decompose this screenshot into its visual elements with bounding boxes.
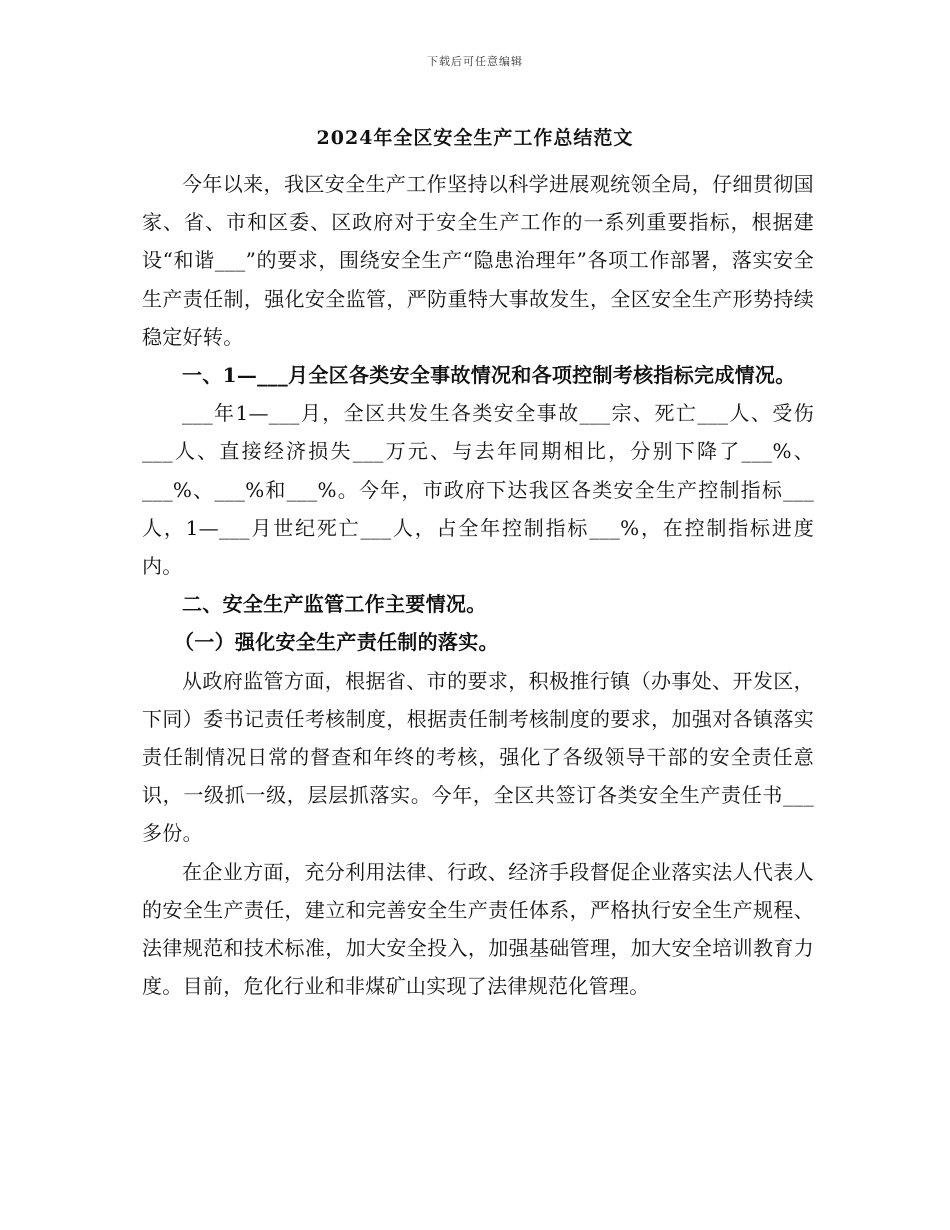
statistics-paragraph: ___年1—___月，全区共发生各类安全事故___宗、死亡___人、受伤___人、直接经济损失___万元、与去年同期相比，分别下降了___%、___%、___%和___%。今年，市政府下达我区各类安全生产控制指标___人，1—___月世纪死亡___人，占全年控制指标___%，在控制指标进度内。 — [142, 401, 814, 579]
enterprise-paragraph: 在企业方面，充分利用法律、行政、经济手段督促企业落实法人代表人的安全生产责任，建立和完善安全生产责任体系，严格执行安全生产规程、法律规范和技术标准，加大安全投入，加强基础管理，加大安全培训教育力度。目前，危化行业和非煤矿山实现了法律规范化管理。 — [142, 859, 814, 999]
section-heading-1: 一、1—___月全区各类安全事故情况和各项控制考核指标完成情况。 — [182, 363, 796, 388]
document-title: 2024年全区安全生产工作总结范文 — [316, 127, 634, 149]
government-supervision-paragraph: 从政府监管方面，根据省、市的要求，积极推行镇（办事处、开发区，下同）委书记责任考核制度，根据责任制考核制度的要求，加强对各镇落实责任制情况日常的督查和年终的考核，强化了各级领导干部的安全责任意识，一级抓一级，层层抓落实。今年，全区共签订各类安全生产责任书___多份。 — [142, 668, 814, 846]
subsection-heading-1: （一）强化安全生产责任制的落实。 — [174, 630, 499, 655]
section-heading-2: 二、安全生产监管工作主要情况。 — [182, 592, 487, 617]
header-note: 下载后可任意编辑 — [427, 55, 523, 68]
document-body — [142, 165, 814, 1005]
intro-paragraph: 今年以来，我区安全生产工作坚持以科学进展观统领全局，仔细贯彻国家、省、市和区委、区政府对于安全生产工作的一系列重要指标，根据建设“和谐___”的要求，围绕安全生产“隐患治理年”各项工作部署，落实安全生产责任制，强化安全监管，严防重特大事故发生，全区安全生产形势持续稳定好转。 — [142, 172, 814, 349]
